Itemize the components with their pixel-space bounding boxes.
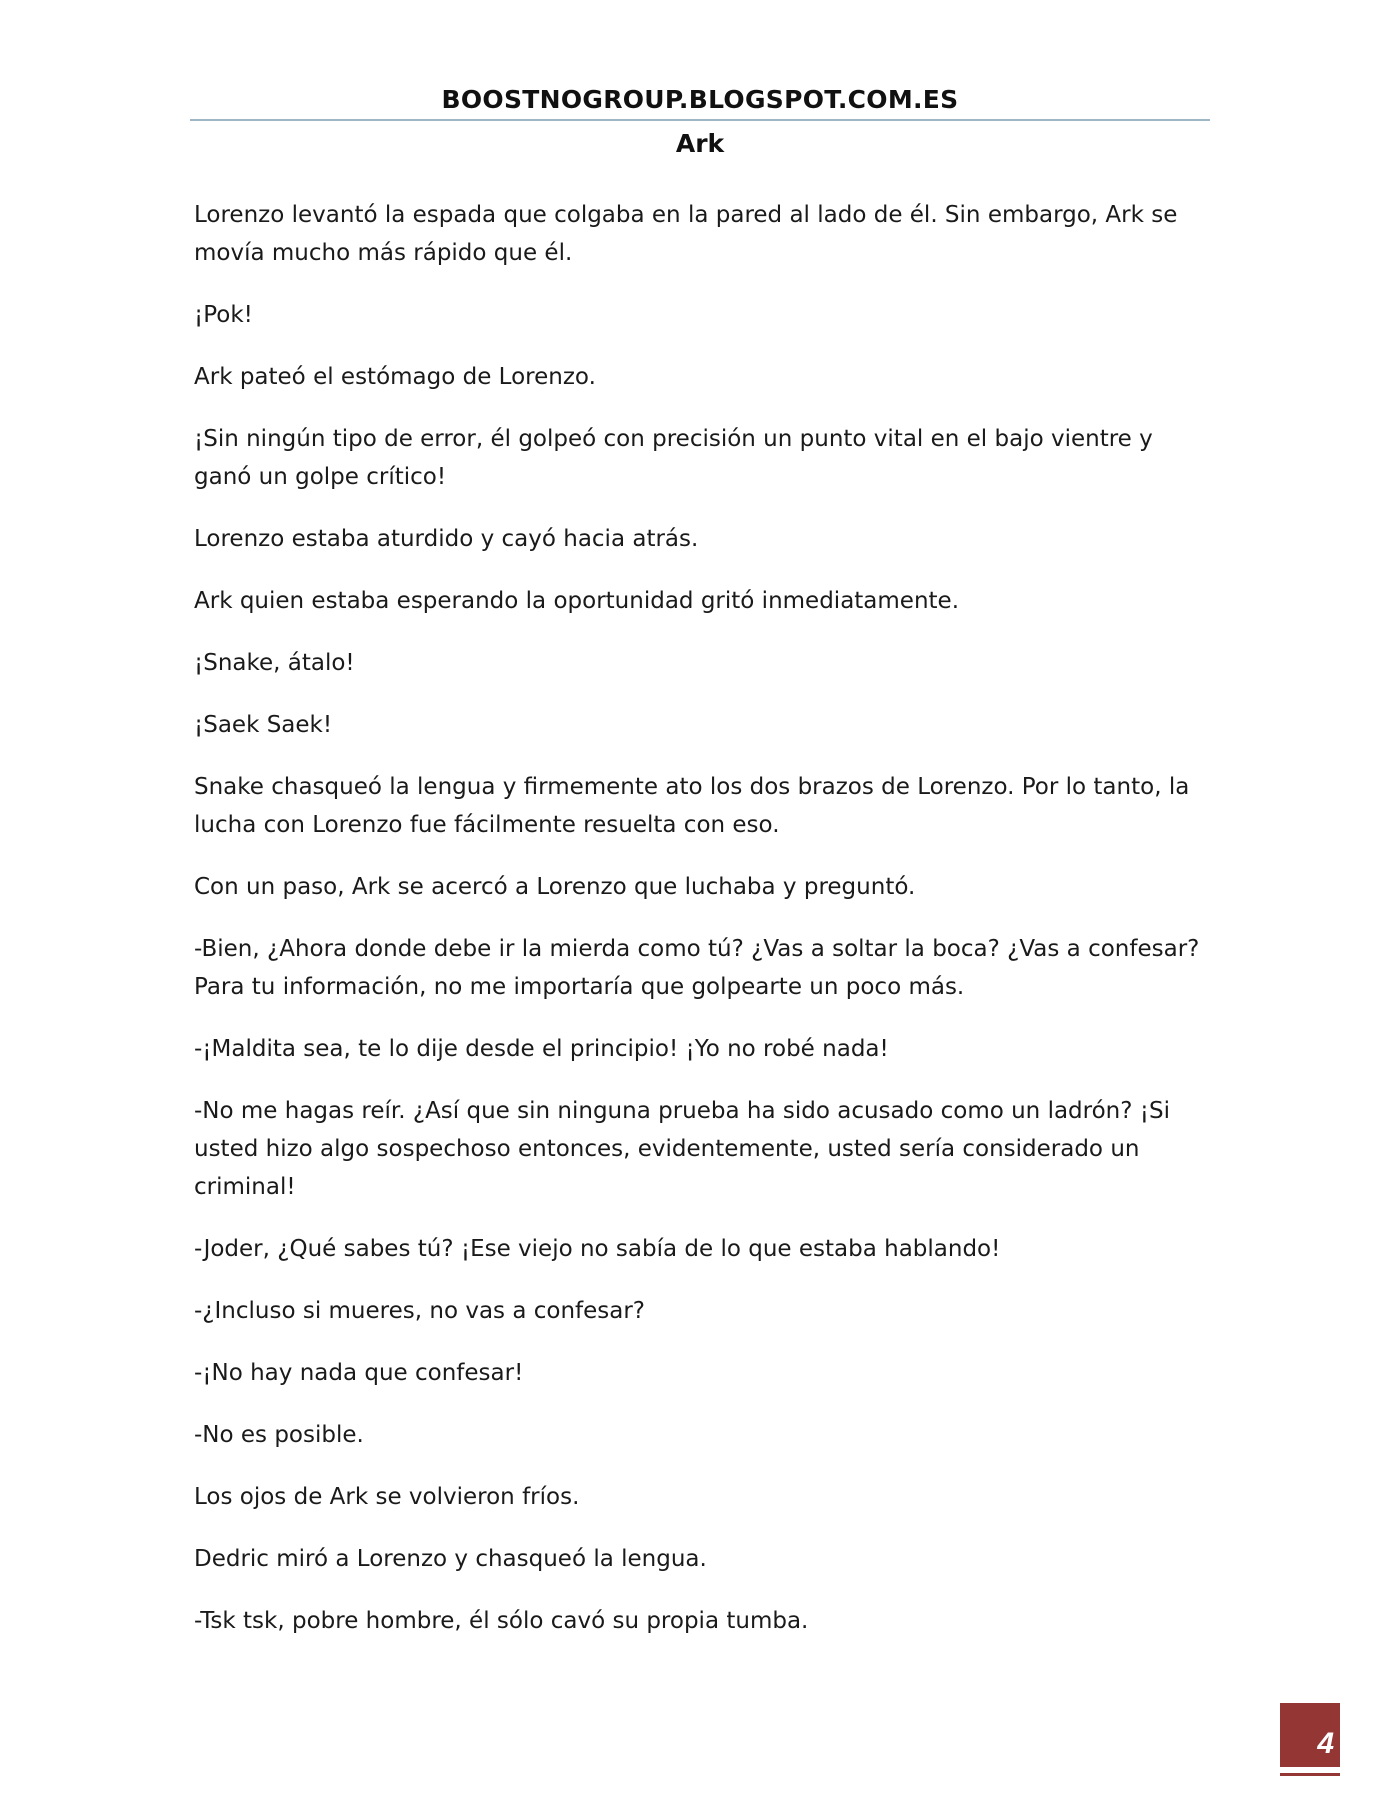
paragraph: -No es posible.: [194, 1422, 364, 1448]
paragraph: -¡Maldita sea, te lo dije desde el principio! ¡Yo no robé nada!: [194, 1036, 889, 1062]
paragraph: ¡Snake, átalo!: [194, 650, 355, 676]
page-number-badge: [1280, 1703, 1340, 1767]
paragraph: -¿Incluso si mueres, no vas a confesar?: [194, 1298, 646, 1324]
paragraph: Lorenzo estaba aturdido y cayó hacia atrás.: [194, 526, 699, 552]
paragraph: Lorenzo levantó la espada que colgaba en la pared al lado de él. Sin embargo, Ark se movía mucho más rápido que él.: [194, 202, 1178, 266]
paragraph: -Tsk tsk, pobre hombre, él sólo cavó su propia tumba.: [194, 1608, 809, 1634]
page-number-underline: [1280, 1773, 1340, 1776]
paragraph: Los ojos de Ark se volvieron fríos.: [194, 1484, 580, 1510]
page-header: [190, 82, 1210, 163]
page-number: 4: [1317, 1727, 1334, 1760]
paragraph: -No me hagas reír. ¿Así que sin ninguna prueba ha sido acusado como un ladrón? ¡Si usted hizo algo sospechoso entonces, evidentemente, usted sería considerado un criminal!: [194, 1098, 1170, 1200]
document-body: [194, 196, 1210, 1664]
paragraph: Ark quien estaba esperando la oportunidad gritó inmediatamente.: [194, 588, 960, 614]
paragraph: -Bien, ¿Ahora donde debe ir la mierda como tú? ¿Vas a soltar la boca? ¿Vas a confesar? Para tu información, no me importaría que golpearte un poco más.: [194, 936, 1200, 1000]
paragraph: -¡No hay nada que confesar!: [194, 1360, 524, 1386]
paragraph: Dedric miró a Lorenzo y chasqueó la lengua.: [194, 1546, 707, 1572]
paragraph: ¡Saek Saek!: [194, 712, 333, 738]
paragraph: Snake chasqueó la lengua y firmemente ato los dos brazos de Lorenzo. Por lo tanto, la lucha con Lorenzo fue fácilmente resuelta con eso.: [194, 774, 1190, 838]
site-title: BOOSTNOGROUP.BLOGSPOT.COM.ES: [441, 85, 959, 114]
paragraph: -Joder, ¿Qué sabes tú? ¡Ese viejo no sabía de lo que estaba hablando!: [194, 1236, 1001, 1262]
paragraph: ¡Sin ningún tipo de error, él golpeó con precisión un punto vital en el bajo vientre y ganó un golpe crítico!: [194, 426, 1153, 490]
paragraph: ¡Pok!: [194, 302, 253, 328]
paragraph: Con un paso, Ark se acercó a Lorenzo que luchaba y preguntó.: [194, 874, 916, 900]
chapter-title: Ark: [675, 129, 725, 158]
header-divider: [190, 119, 1210, 121]
paragraph: Ark pateó el estómago de Lorenzo.: [194, 364, 596, 390]
